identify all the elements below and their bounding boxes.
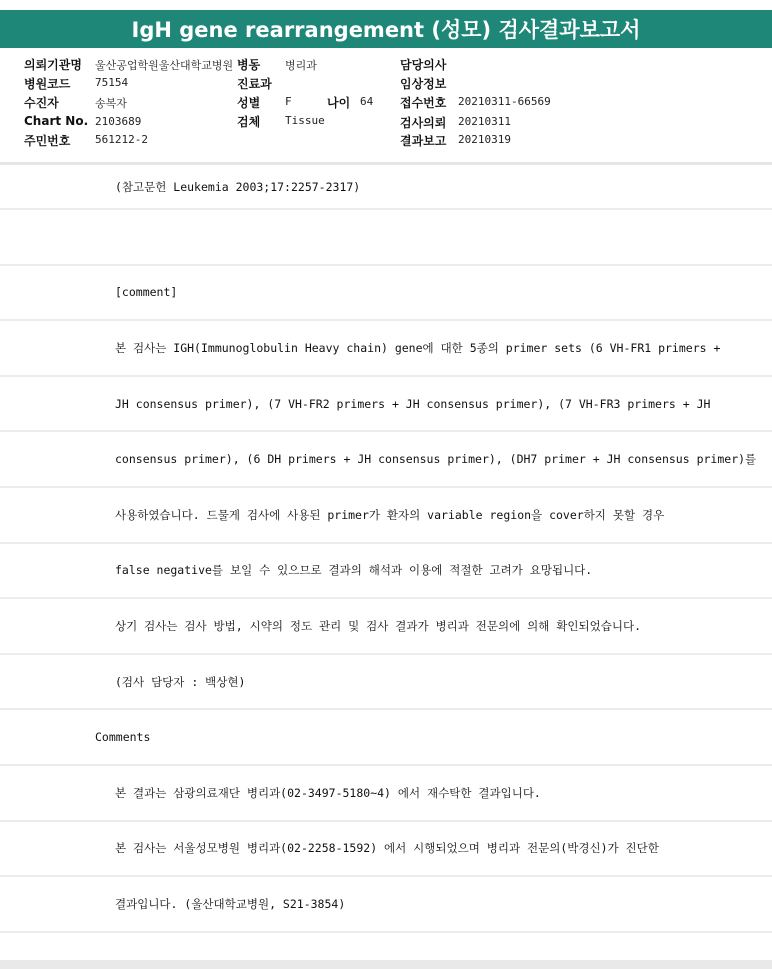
- patient-name-value: 송복자: [95, 97, 127, 110]
- comment-line: 사용하였습니다. 드물게 검사에 사용된 primer가 환자의 variable region을 cover하지 못할 경우: [0, 488, 772, 544]
- requesting-institution-label: 의뢰기관명: [24, 58, 82, 72]
- resident-number-value: 561212-2: [95, 133, 148, 146]
- test-staff-line: (검사 담당자 : 백상현): [0, 655, 772, 711]
- patient-info-panel: [0, 50, 772, 163]
- comment-line: 본 검사는 IGH(Immunoglobulin Heavy chain) gene에 대한 5종의 primer sets (6 VH-FR1 primers +: [0, 321, 772, 377]
- attending-doctor-label: 담당의사: [400, 58, 447, 72]
- comments-line: 본 결과는 삼광의료재단 병리과(02-3497-5180~4) 에서 재수탁한 결과입니다.: [0, 766, 772, 822]
- bottom-scroll-edge: [0, 960, 772, 969]
- department-label: 진료과: [237, 77, 272, 91]
- specimen-label: 검체: [237, 115, 261, 129]
- ward-label: 병동: [237, 58, 261, 72]
- patient-name-label: 수진자: [24, 96, 59, 110]
- comments-line: 결과입니다. (울산대학교병원, S21-3854): [0, 877, 772, 933]
- chart-no-label: Chart No.: [24, 114, 89, 128]
- reference-line: (참고문헌 Leukemia 2003;17:2257-2317): [0, 165, 772, 210]
- accession-number-value: 20210311-66569: [458, 95, 551, 108]
- requesting-institution-value: 울산공업학원울산대학교병원: [95, 59, 234, 72]
- ward-value: 병리과: [285, 59, 317, 72]
- comments-line: 본 검사는 서울성모병원 병리과(02-2258-1592) 에서 시행되었으며 병리과 전문의(박경신)가 진단한: [0, 822, 772, 878]
- report-title: IgH gene rearrangement (성모) 검사결과보고서: [0, 10, 772, 48]
- test-request-date-label: 검사의뢰: [400, 116, 447, 130]
- sex-value: F: [285, 95, 292, 108]
- age-label: 나이: [327, 96, 351, 110]
- chart-no-value: 2103689: [95, 115, 142, 128]
- sex-label: 성별: [237, 96, 261, 110]
- comment-line: false negative를 보일 수 있으므로 결과의 해석과 이용에 적절한 고려가 요망됩니다.: [0, 544, 772, 600]
- accession-number-label: 접수번호: [400, 96, 447, 110]
- comment-line: JH consensus primer), (7 VH-FR2 primers + JH consensus primer), (7 VH-FR3 primers + JH: [0, 377, 772, 433]
- age-value: 64: [360, 95, 374, 108]
- specimen-value: Tissue: [285, 114, 325, 127]
- comments-heading: Comments: [0, 710, 772, 766]
- hospital-code-label: 병원코드: [24, 77, 71, 91]
- comment-line: consensus primer), (6 DH primers + JH consensus primer), (DH7 primer + JH consensus primer)를: [0, 432, 772, 488]
- clinical-info-label: 임상정보: [400, 77, 447, 91]
- blank-line: [0, 210, 772, 266]
- test-request-date-value: 20210311: [458, 115, 511, 128]
- report-body: [0, 162, 772, 965]
- comment-heading: [comment]: [0, 266, 772, 322]
- resident-number-label: 주민번호: [24, 134, 71, 148]
- comment-line: 상기 검사는 검사 방법, 시약의 정도 관리 및 검사 결과가 병리과 전문의에 의해 확인되었습니다.: [0, 599, 772, 655]
- hospital-code-value: 75154: [95, 76, 129, 89]
- result-report-date-label: 결과보고: [400, 134, 447, 148]
- result-report-date-value: 20210319: [458, 133, 511, 146]
